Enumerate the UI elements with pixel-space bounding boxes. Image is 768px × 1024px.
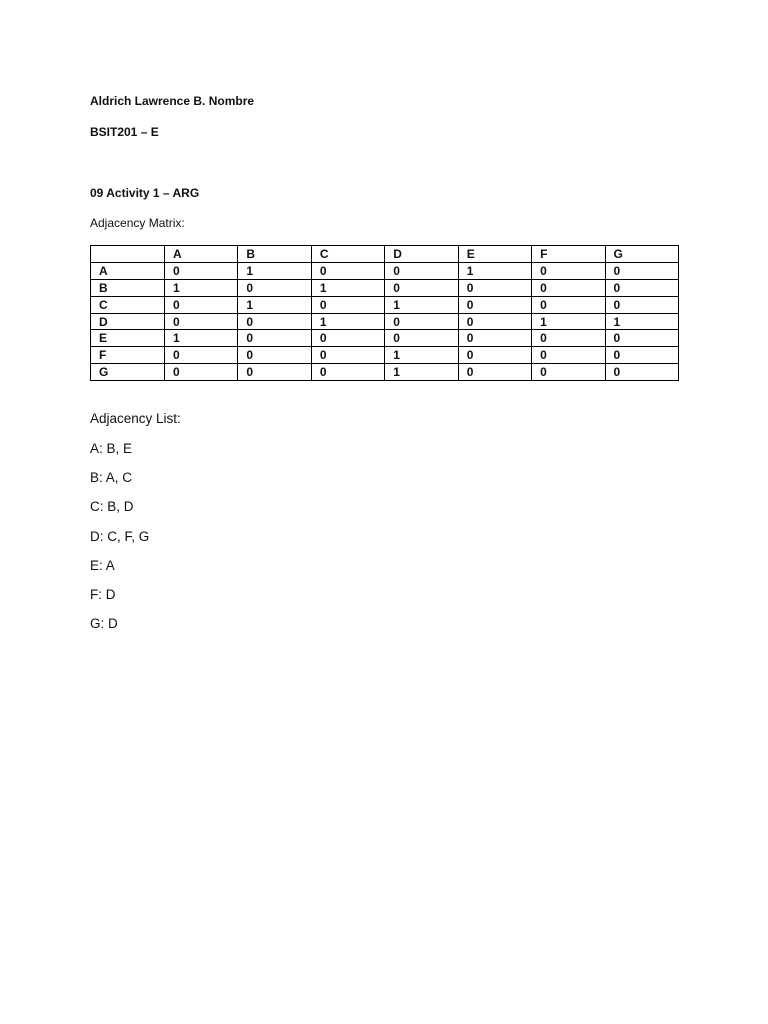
section-label: BSIT201 – E [90, 125, 159, 139]
matrix-cell: 0 [238, 347, 311, 364]
matrix-cell: 0 [311, 296, 384, 313]
adjacency-list-item: G: D [90, 616, 118, 631]
author-name: Aldrich Lawrence B. Nombre [90, 94, 255, 108]
matrix-cell: 0 [532, 347, 605, 364]
matrix-column-header: B [238, 246, 311, 263]
matrix-cell: 1 [532, 313, 605, 330]
matrix-header-row [91, 246, 679, 263]
matrix-cell: 1 [311, 313, 384, 330]
matrix-cell: 1 [605, 313, 678, 330]
matrix-cell: 1 [238, 296, 311, 313]
matrix-cell: 1 [385, 364, 458, 381]
matrix-cell: 0 [385, 262, 458, 279]
matrix-cell: 0 [458, 364, 531, 381]
matrix-cell: 0 [532, 364, 605, 381]
matrix-cell: 1 [238, 262, 311, 279]
matrix-cell: 0 [458, 279, 531, 296]
matrix-cell: 1 [311, 279, 384, 296]
matrix-row [91, 279, 679, 296]
matrix-cell: 1 [458, 262, 531, 279]
matrix-column-header: A [165, 246, 238, 263]
matrix-cell: 0 [165, 296, 238, 313]
adjacency-list-item: C: B, D [90, 499, 134, 514]
matrix-cell: 0 [311, 330, 384, 347]
matrix-column-header: E [458, 246, 531, 263]
matrix-cell: 1 [385, 347, 458, 364]
matrix-row [91, 313, 679, 330]
adjacency-list-item: A: B, E [90, 441, 133, 456]
matrix-column-header: C [311, 246, 384, 263]
matrix-cell: 0 [458, 296, 531, 313]
matrix-cell: 0 [532, 296, 605, 313]
matrix-cell: 0 [605, 262, 678, 279]
matrix-column-header: D [385, 246, 458, 263]
adjacency-list-item: B: A, C [90, 470, 133, 485]
matrix-column-header: G [605, 246, 678, 263]
adjacency-matrix-table [90, 245, 679, 381]
matrix-cell: 1 [385, 296, 458, 313]
matrix-row [91, 262, 679, 279]
matrix-cell: 1 [165, 330, 238, 347]
matrix-cell: 0 [532, 279, 605, 296]
matrix-row [91, 347, 679, 364]
matrix-cell: 1 [165, 279, 238, 296]
matrix-cell: 0 [238, 279, 311, 296]
matrix-row-label: D [91, 313, 165, 330]
matrix-cell: 0 [385, 313, 458, 330]
adjacency-list-item: E: A [90, 558, 115, 573]
list-heading: Adjacency List: [90, 411, 181, 426]
matrix-corner-cell [91, 246, 165, 263]
matrix-cell: 0 [165, 262, 238, 279]
matrix-cell: 0 [238, 330, 311, 347]
matrix-cell: 0 [238, 364, 311, 381]
matrix-row-label: E [91, 330, 165, 347]
matrix-row-label: F [91, 347, 165, 364]
matrix-row-label: C [91, 296, 165, 313]
matrix-row-label: B [91, 279, 165, 296]
matrix-row [91, 330, 679, 347]
matrix-cell: 0 [311, 347, 384, 364]
matrix-cell: 0 [605, 296, 678, 313]
matrix-cell: 0 [165, 364, 238, 381]
matrix-cell: 0 [605, 330, 678, 347]
matrix-row-label: G [91, 364, 165, 381]
matrix-row [91, 296, 679, 313]
matrix-cell: 0 [532, 262, 605, 279]
matrix-row [91, 364, 679, 381]
matrix-cell: 0 [165, 347, 238, 364]
matrix-row-label: A [91, 262, 165, 279]
matrix-cell: 0 [458, 313, 531, 330]
matrix-cell: 0 [532, 330, 605, 347]
matrix-cell: 0 [605, 279, 678, 296]
adjacency-list-item: F: D [90, 587, 116, 602]
matrix-column-header: F [532, 246, 605, 263]
matrix-cell: 0 [458, 330, 531, 347]
matrix-cell: 0 [311, 262, 384, 279]
matrix-heading: Adjacency Matrix: [90, 216, 185, 230]
matrix-cell: 0 [385, 279, 458, 296]
adjacency-list-item: D: C, F, G [90, 529, 150, 544]
activity-title: 09 Activity 1 – ARG [90, 186, 200, 200]
matrix-cell: 0 [311, 364, 384, 381]
matrix-cell: 0 [165, 313, 238, 330]
matrix-cell: 0 [385, 330, 458, 347]
matrix-cell: 0 [605, 364, 678, 381]
matrix-cell: 0 [238, 313, 311, 330]
matrix-cell: 0 [605, 347, 678, 364]
matrix-cell: 0 [458, 347, 531, 364]
